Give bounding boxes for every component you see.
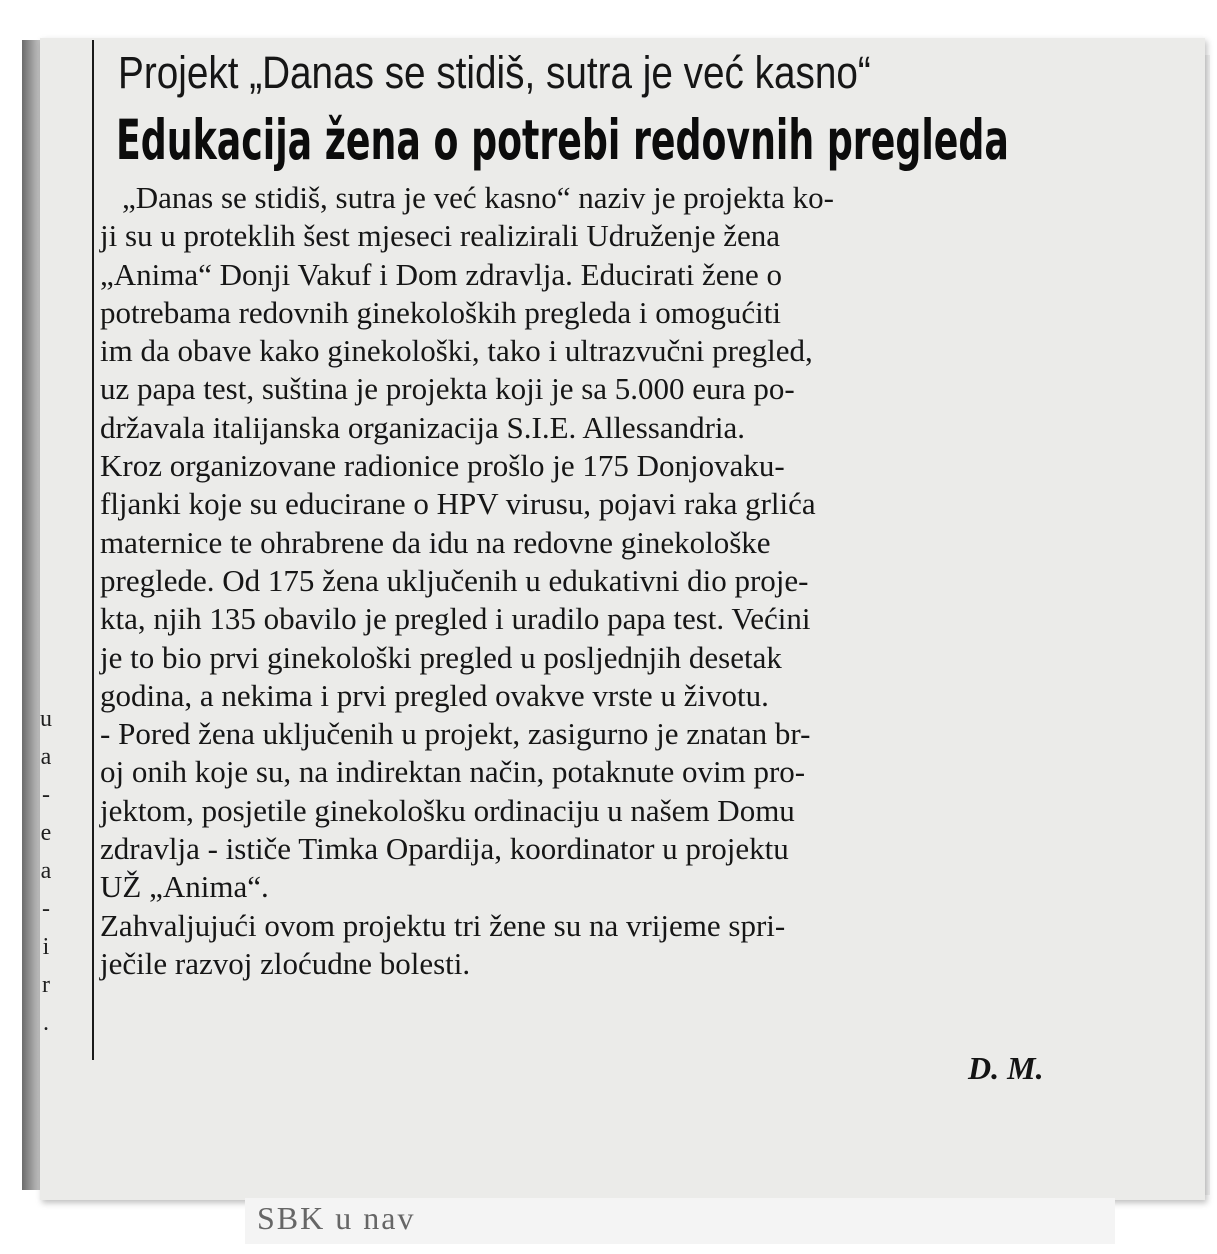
body-line: kta, njih 135 obavilo je pregled i uradilo papa test. Većini	[100, 601, 811, 637]
body-line: „Anima“ Donji Vakuf i Dom zdravlja. Educirati žene o	[100, 256, 783, 292]
article-body	[100, 179, 1090, 983]
body-line: fljanki koje su educirane o HPV virusu, pojavi raka grlića	[100, 486, 816, 522]
margin-letter: -	[42, 782, 50, 808]
body-line: oj onih koje su, na indirektan način, potaknute ovim pro-	[100, 754, 806, 790]
body-line: ji su u proteklih šest mjeseci realizirali Udruženje žena	[100, 218, 781, 254]
body-line: preglede. Od 175 žena uključenih u edukativni dio proje-	[100, 562, 809, 598]
body-line: Kroz organizovane radionice prošlo je 175 Donjovaku-	[100, 448, 785, 484]
body-line: zdravlja - ističe Timka Opardija, koordinator u projektu	[100, 831, 789, 867]
margin-letter: r	[42, 972, 50, 998]
body-line: Zahvaljujući ovom projektu tri žene su na vrijeme spri-	[100, 907, 786, 943]
body-line: uz papa test, suština je projekta koji je sa 5.000 eura po-	[100, 371, 795, 407]
margin-letter: a	[40, 744, 52, 770]
article-overline: Projekt „Danas se stidiš, sutra je već kasno“	[118, 47, 871, 98]
margin-letter: .	[43, 1010, 49, 1036]
adjacent-column-fragment	[36, 700, 56, 1042]
body-line: jektom, posjetile ginekološku ordinaciju u našem Domu	[100, 792, 795, 828]
margin-letter: -	[42, 896, 50, 922]
article	[100, 45, 1090, 983]
body-line: je to bio prvi ginekološki pregled u posljednjih desetak	[100, 639, 782, 675]
margin-letter: a	[40, 858, 52, 884]
body-line: „Danas se stidiš, sutra je već kasno“ naziv je projekta ko-	[122, 180, 834, 215]
margin-letter: u	[40, 706, 52, 732]
body-line: državala italijanska organizacija S.I.E. Allessandria.	[100, 409, 746, 445]
article-byline: D. M.	[968, 1050, 1044, 1086]
body-line: potrebama redovnih ginekoloških pregleda i omogućiti	[100, 294, 781, 330]
fragment-text: SBK u nav	[257, 1200, 416, 1236]
body-line: maternice te ohrabrene da idu na redovne ginekološke	[100, 524, 771, 560]
body-line: ječile razvoj zloćudne bolesti.	[100, 945, 471, 981]
next-article-fragment	[245, 1198, 1115, 1244]
margin-letter: i	[42, 934, 50, 960]
article-headline: Edukacija žena o potrebi redovnih pregleda	[116, 108, 1009, 172]
body-line: - Pored žena uključenih u projekt, zasigurno je znatan br-	[100, 716, 811, 752]
body-line: im da obave kako ginekološki, tako i ultrazvučni pregled,	[100, 333, 813, 369]
margin-letter: e	[40, 820, 52, 846]
body-line: godina, a nekima i prvi pregled ovakve vrste u životu.	[100, 677, 769, 713]
body-line: UŽ „Anima“.	[100, 869, 269, 905]
column-rule	[92, 40, 94, 1060]
